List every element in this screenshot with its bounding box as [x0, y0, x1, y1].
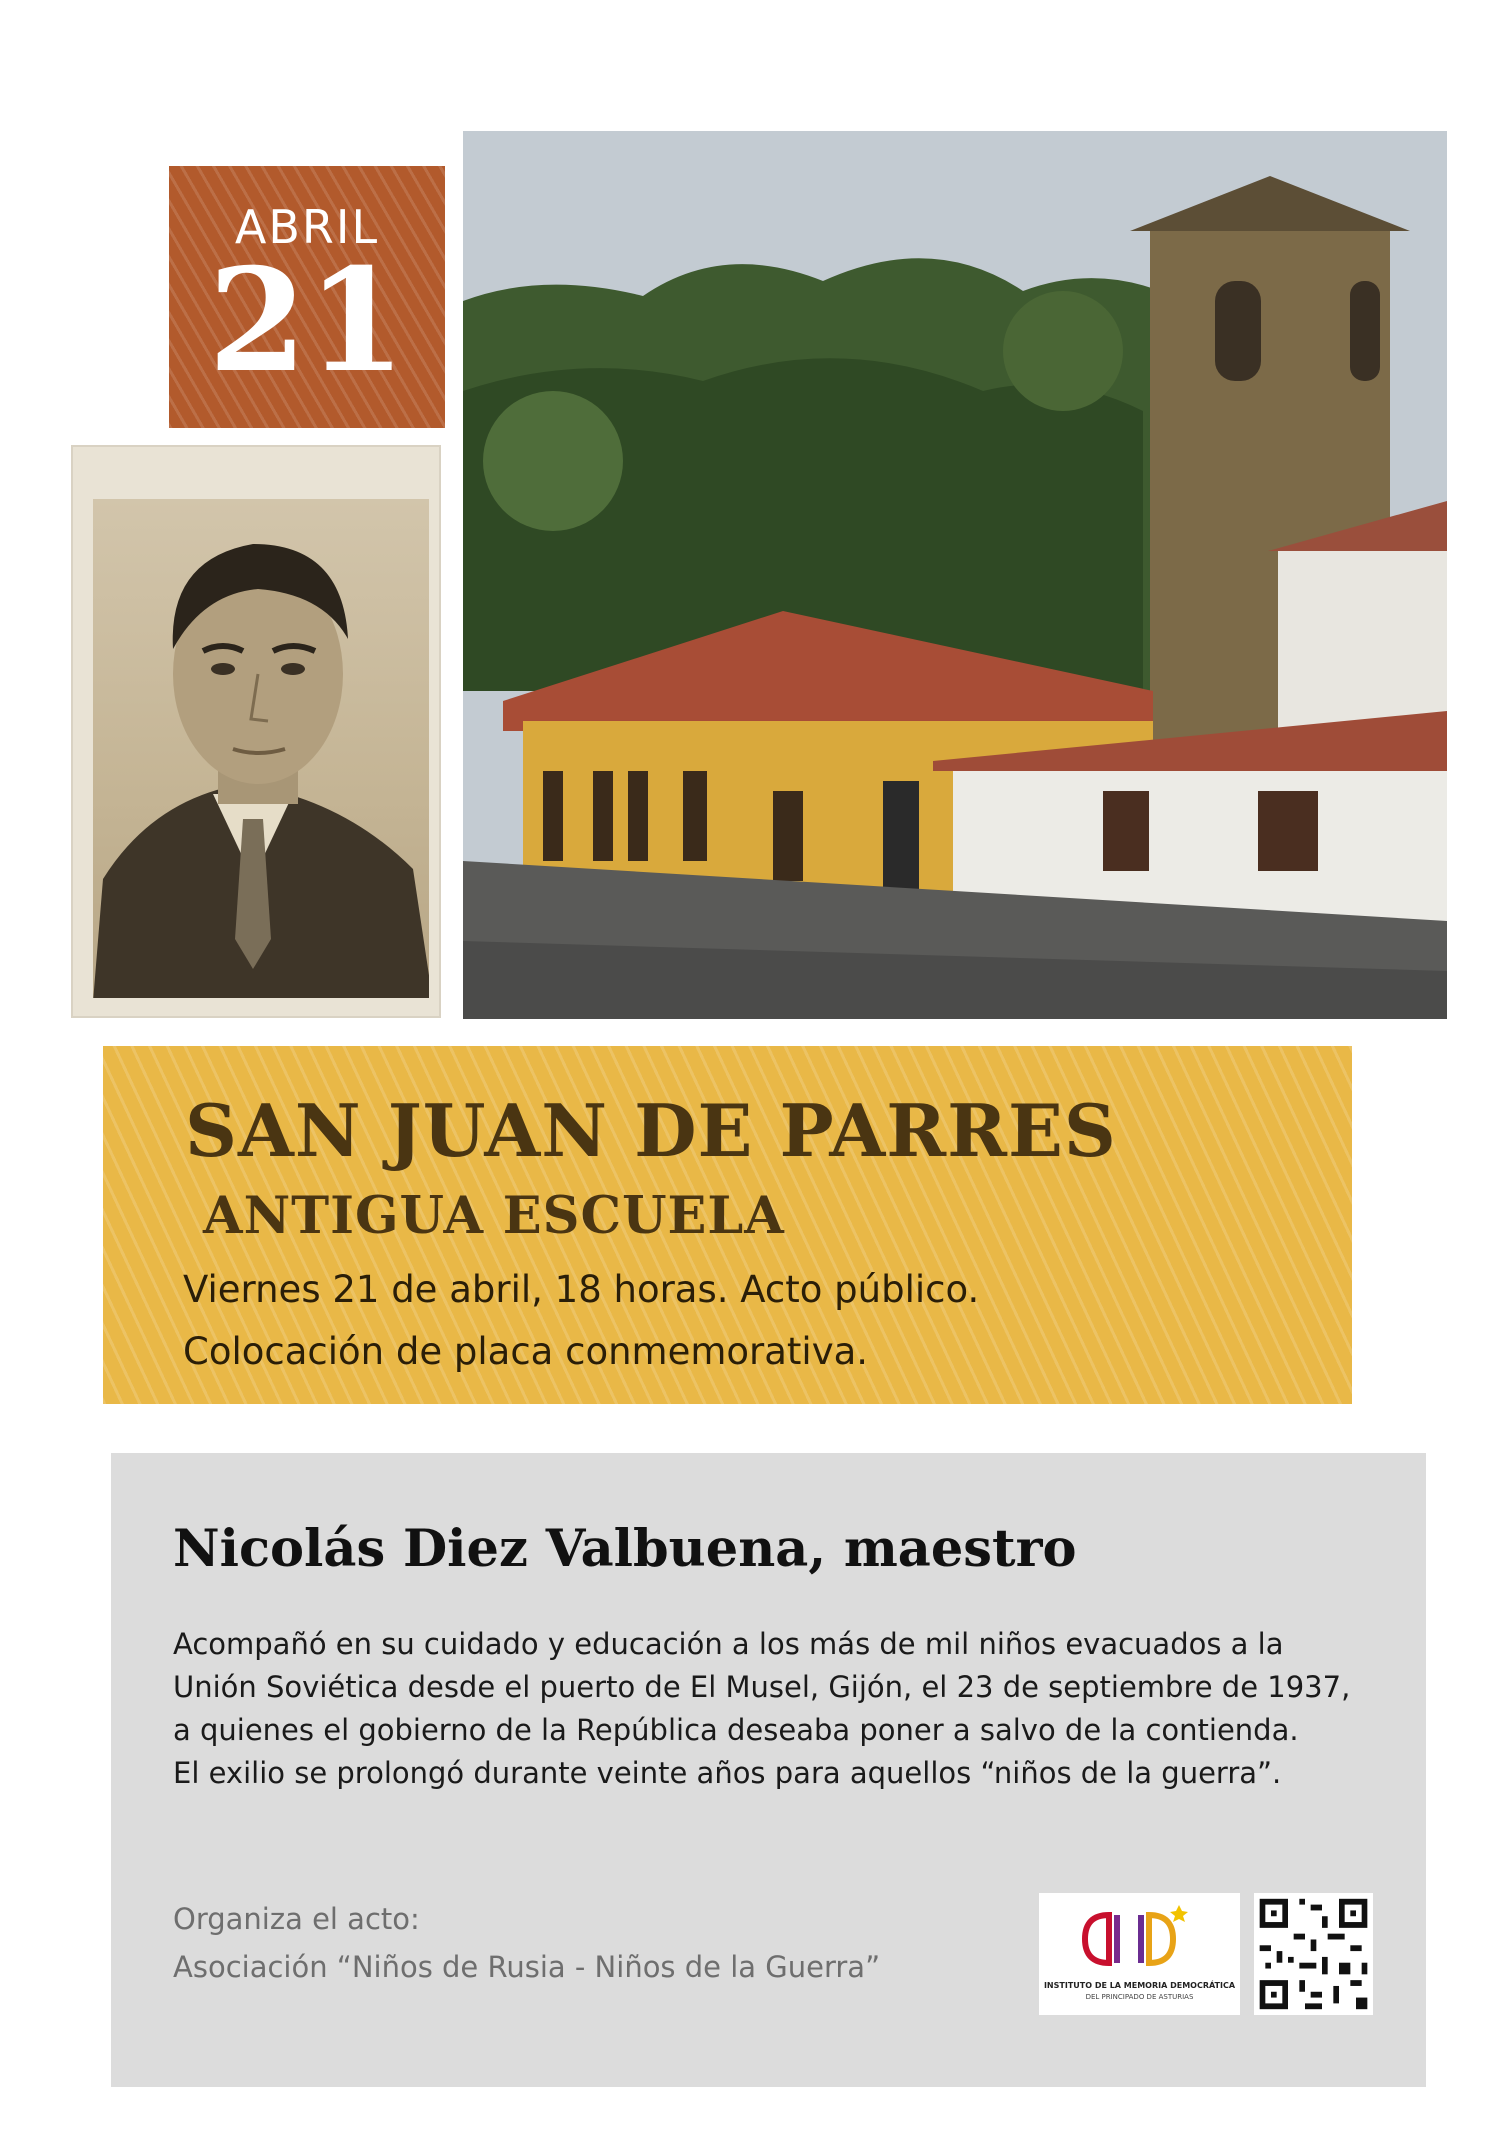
logo-text-institute: INSTITUTO DE LA MEMORIA DEMOCRÁTICA — [1043, 1981, 1236, 1990]
honoree-title: Nicolás Diez Valbuena, maestro — [173, 1519, 1077, 1579]
organizer-name: Asociación “Niños de Rusia - Niños de la Guerra” — [173, 1950, 881, 1984]
biography-text — [173, 1623, 1373, 1795]
school-church-photo — [463, 131, 1447, 1019]
qr-code[interactable] — [1254, 1893, 1373, 2015]
institute-logo — [1039, 1893, 1240, 2015]
location-title: SAN JUAN DE PARRES — [185, 1088, 1117, 1173]
event-banner — [103, 1046, 1352, 1404]
school-church-image — [463, 131, 1447, 1019]
portrait-photo — [71, 445, 441, 1018]
portrait-man-image — [93, 499, 429, 998]
venue-subtitle: ANTIGUA ESCUELA — [203, 1186, 785, 1246]
info-panel — [111, 1453, 1426, 2087]
date-badge — [169, 166, 445, 428]
event-time-text: Viernes 21 de abril, 18 horas. Acto público. — [183, 1268, 980, 1311]
date-day: 21 — [208, 238, 406, 404]
logo-text-region: DEL PRINCIPADO DE ASTURIAS — [1085, 1993, 1194, 2001]
date-month: ABRIL — [234, 200, 380, 254]
qr-code-icon — [1254, 1893, 1373, 2015]
event-description-text: Colocación de placa conmemorativa. — [183, 1330, 869, 1373]
organizer-label: Organiza el acto: — [173, 1902, 420, 1936]
organizer-block — [173, 1895, 880, 1991]
biography-paragraph-1: Acompañó en su cuidado y educación a los más de mil niños evacuados a la Unión Soviética desde el puerto de El Musel, Gijón, el 23 de septiembre de 1937, a quienes el gobierno de la República deseaba poner a salvo de la contienda. — [173, 1627, 1351, 1747]
biography-paragraph-2: El exilio se prolongó durante veinte años para aquellos “niños de la guerra”. — [173, 1756, 1282, 1790]
memoria-democratica-logo-icon — [1039, 1893, 1240, 1981]
